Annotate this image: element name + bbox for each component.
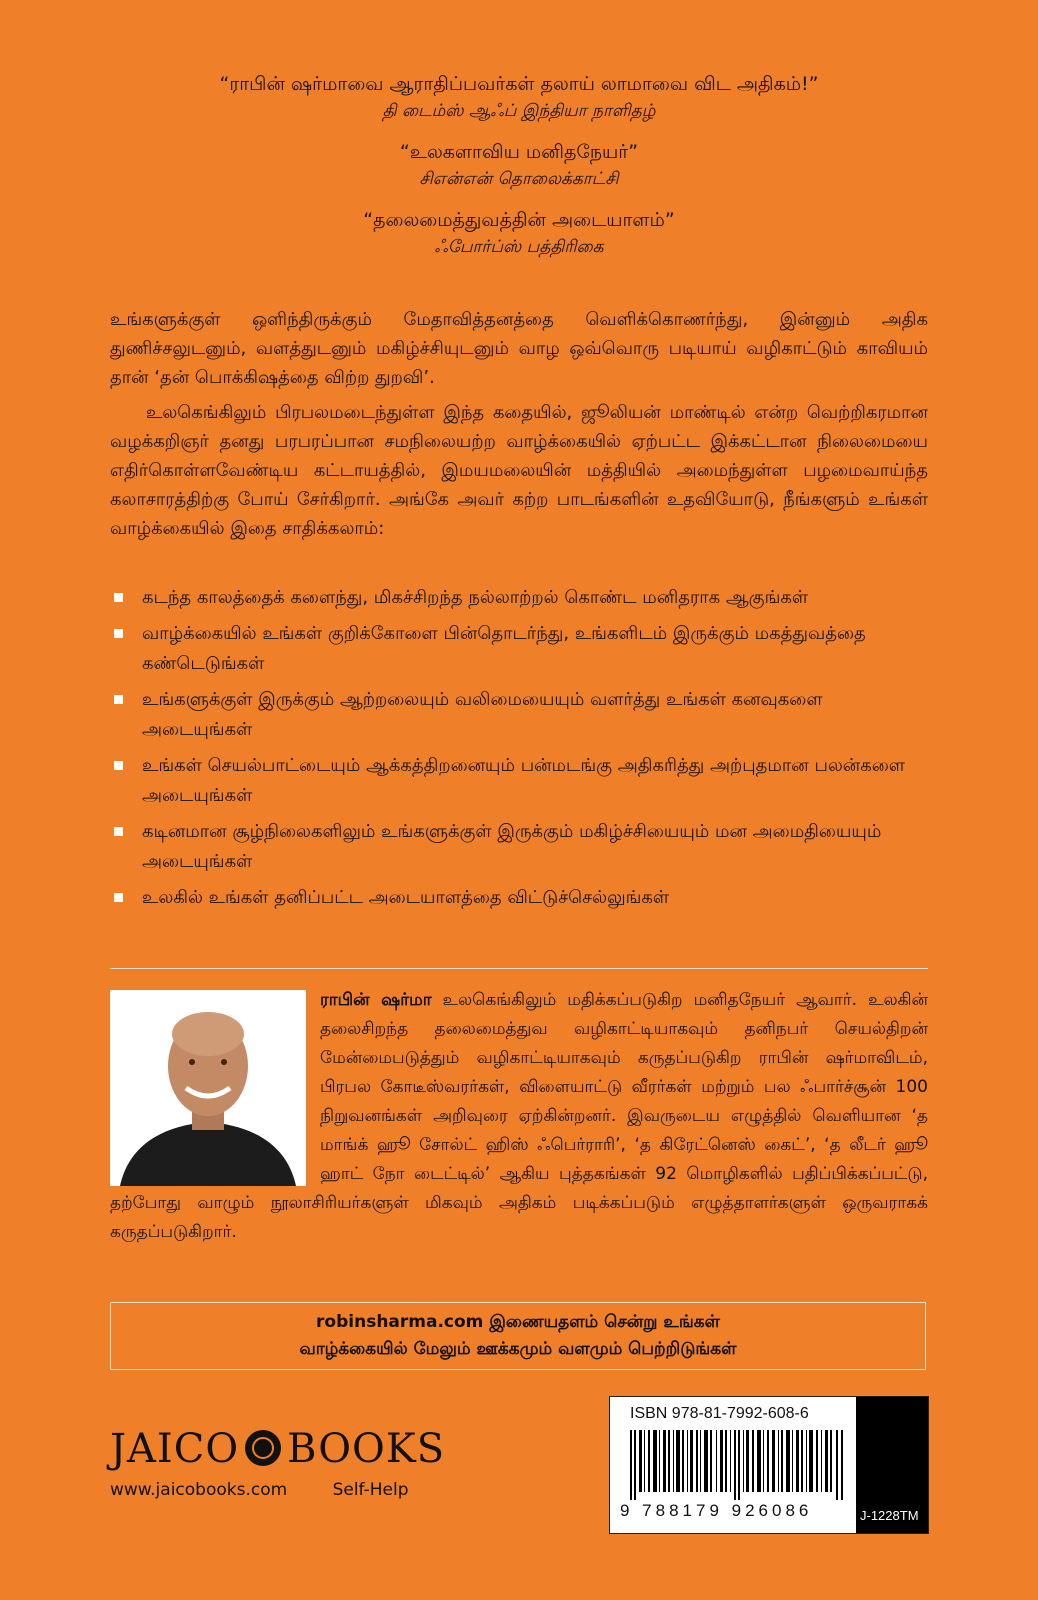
list-item-text: உலகில் உங்கள் தனிப்பட்ட அடையாளத்தை விட்டுச்செல்லுங்கள் <box>142 887 670 908</box>
quotes-section <box>0 70 1038 274</box>
square-bullet-icon <box>114 629 123 638</box>
square-bullet-icon <box>114 893 123 902</box>
barcode-digits: 9 788179 926086 <box>620 1501 813 1520</box>
quote-text: “ராபின் ஷர்மாவை ஆராதிப்பவர்கள் தலாய் லாமாவை விட அதிகம்!” <box>219 73 819 95</box>
quote-2 <box>0 138 1038 192</box>
logo-text-right: BOOKS <box>287 1426 446 1472</box>
list-item-text: உங்கள் செயல்பாட்டையும் ஆக்கத்திறனையும் பன்மடங்கு அதிகரித்து அற்புதமான பலன்களை அடையுங்கள் <box>142 755 906 806</box>
square-bullet-icon <box>114 593 123 602</box>
list-item <box>110 685 928 745</box>
quote-text: “உலகளாவிய மனிதநேயர்” <box>399 141 639 163</box>
list-item <box>110 619 928 679</box>
benefit-list <box>110 583 928 919</box>
quote-text: “தலைமைத்துவத்தின் அடையாளம்” <box>363 209 675 231</box>
list-item <box>110 583 928 613</box>
author-bio-text: உலகெங்கிலும் மதிக்கப்படுகிற மனிதநேயர் ஆவார். உலகின் தலைசிறந்த தலைமைத்துவ வழிகாட்டியாகவும் தனிநபர் செயல்திறன் மேன்மைபடுத்தும் வழிகாட்டியாகவும் கருதப்படுகிற ராபின் ஷர்மாவிடம், பிரபல கோடீஸ்வரர்கள், விளையாட்டு வீரர்கள் மற்றும் பல ஃபார்ச்சூன் 100 நிறுவனங்கள் அறிவுரை ஏற்கின்றனர். இவருடைய எழுத்தில் வெளியான ‘த மாங்க் ஹூ சோல்ட் ஹிஸ் ஃபெர்ராரி’, ‘த கிரேட்னெஸ் கைட்’, ‘த லீடர் ஹூ ஹாட் நோ டைட்டில்’ ஆகிய புத்தகங்கள் 92 மொழிகளில் பதிப்பிக்கப்பட்டு, தற்போது வாழும் நூலாசிரியர்களுள் மிகவும் அதிகம் படிக்கப்படும் எழுத்தாளர்களுள் ஒருவராகக் கருதப்படுகிறார். <box>110 990 928 1242</box>
book-category: Self-Help <box>332 1480 409 1500</box>
website-callout-line: robinsharma.com இணையதளம் சென்று உங்கள் <box>316 1312 720 1332</box>
intro-paragraph: உலகெங்கிலும் பிரபலமடைந்துள்ள இந்த கதையில், ஜூலியன் மாண்டில் என்ற வெற்றிகரமான வழக்கறிஞர் தனது பரபரப்பான சமநிலையற்ற வாழ்க்கையில் ஏற்பட்ட இக்கட்டான நிலைமையை எதிர்கொள்ளவேண்டிய கட்டாயத்தில், இமயமலையின் மத்தியில் அமைந்துள்ள பழமைவாய்ந்த கலாசாரத்திற்கு போய் சேர்கிறார். அங்கே அவர் கற்ற பாடங்களின் உதவியோடு, நீங்களும் உங்கள் வாழ்க்கையில் இதை சாதிக்கலாம்: <box>110 402 928 539</box>
isbn-side-panel <box>856 1397 928 1533</box>
website-callout-line: வாழ்க்கையில் மேலும் ஊக்கமும் வளமும் பெற்றிடுங்கள் <box>299 1339 737 1359</box>
barcode-icon <box>630 1430 846 1500</box>
intro-paragraph: உங்களுக்குள் ஒளிந்திருக்கும் மேதாவித்தனத்தை வெளிக்கொணர்ந்து, இன்னும் அதிக துணிச்சலுடனும், வளத்துடனும் மகிழ்ச்சியுடனும் வாழ ஒவ்வொரு படியாய் வழிகாட்டும் காவியம் தான் ‘தன் பொக்கிஷத்தை விற்ற துறவி’. <box>110 309 928 388</box>
jaico-emblem-icon <box>245 1430 281 1466</box>
website-callout <box>110 1302 926 1370</box>
intro-section <box>110 305 928 549</box>
quote-3 <box>0 206 1038 260</box>
square-bullet-icon <box>114 761 123 770</box>
square-bullet-icon <box>114 695 123 704</box>
author-photo <box>110 990 306 1186</box>
author-portrait-icon <box>110 990 306 1186</box>
author-name: ராபின் ஷர்மா <box>320 990 432 1010</box>
isbn-code: ISBN 978-81-7992-608-6 <box>630 1405 809 1422</box>
logo-text-left: JAICO <box>110 1426 240 1472</box>
publisher-footer <box>110 1480 449 1500</box>
quote-source: சிஎன்என் தொலைக்காட்சி <box>419 169 619 189</box>
isbn-barcode-box <box>609 1396 929 1534</box>
list-item <box>110 883 928 913</box>
divider <box>110 968 928 969</box>
list-item-text: உங்களுக்குள் இருக்கும் ஆற்றலையும் வலிமையையும் வளர்த்து உங்கள் கனவுகளை அடையுங்கள் <box>142 689 823 740</box>
list-item <box>110 817 928 877</box>
quote-source: ஃபோர்ப்ஸ் பத்திரிகை <box>434 237 604 257</box>
publisher-logo <box>110 1426 445 1472</box>
list-item-text: வாழ்க்கையில் உங்கள் குறிக்கோளை பின்தொடர்ந்து, உங்களிடம் இருக்கும் மகத்துவத்தை கண்டெடுங்கள் <box>142 623 866 674</box>
list-item-text: கடந்த காலத்தைக் களைந்து, மிகச்சிறந்த நல்லாற்றல் கொண்ட மனிதராக ஆகுங்கள் <box>142 587 809 608</box>
publisher-website[interactable]: www.jaicobooks.com <box>110 1480 288 1500</box>
catalog-code: J-1228TM <box>860 1508 919 1523</box>
list-item <box>110 751 928 811</box>
list-item-text: கடினமான சூழ்நிலைகளிலும் உங்களுக்குள் இருக்கும் மகிழ்ச்சியையும் மன அமைதியையும் அடையுங்கள் <box>142 821 882 872</box>
quote-source: தி டைம்ஸ் ஆஃப் இந்தியா நாளிதழ் <box>382 101 656 121</box>
quote-1 <box>0 70 1038 124</box>
square-bullet-icon <box>114 827 123 836</box>
